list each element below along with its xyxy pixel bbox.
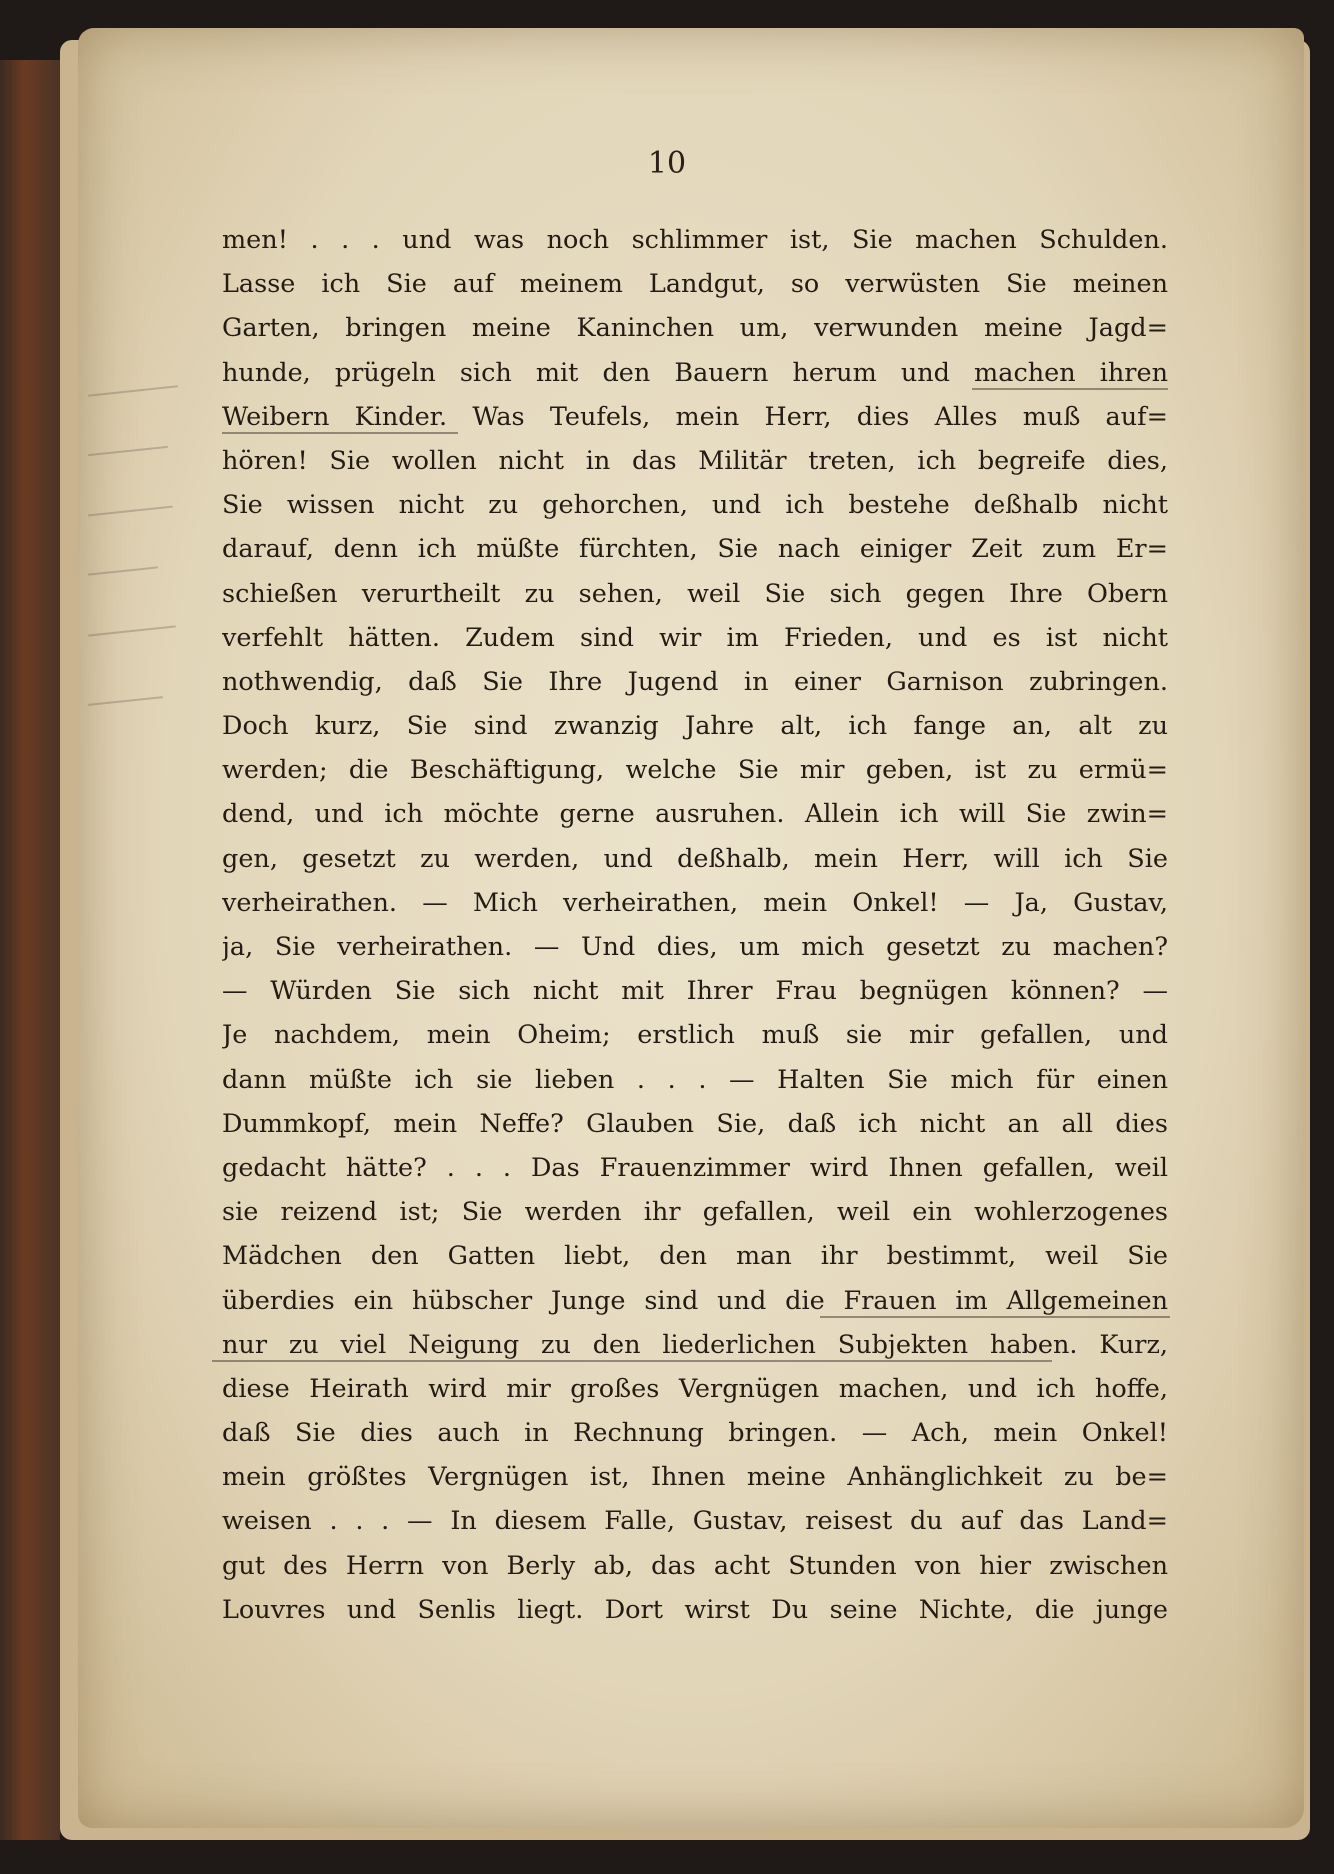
text-line: hunde, prügeln sich mit den Bauern herum und machen ihren — [222, 357, 1168, 388]
text-line: schießen verurtheilt zu sehen, weil Sie sich gegen Ihre Obern — [222, 578, 1168, 609]
text-line: nothwendig, daß Sie Ihre Jugend in einer Garnison zubringen. — [222, 666, 1168, 697]
pencil-underline — [212, 1360, 1052, 1362]
text-line: Louvres und Senlis liegt. Dort wirst Du seine Nichte, die junge — [222, 1594, 1168, 1625]
text-line: Mädchen den Gatten liebt, den man ihr bestimmt, weil Sie — [222, 1241, 1168, 1272]
text-line: dend, und ich möchte gerne ausruhen. Allein ich will Sie zwin= — [222, 799, 1168, 830]
text-line: Sie wissen nicht zu gehorchen, und ich bestehe deßhalb nicht — [222, 490, 1168, 521]
text-line: Je nachdem, mein Oheim; erstlich muß sie mir gefallen, und — [222, 1020, 1168, 1051]
text-line: diese Heirath wird mir großes Vergnügen machen, und ich hoffe, — [222, 1373, 1168, 1404]
text-line: darauf, denn ich müßte fürchten, Sie nach einiger Zeit zum Er= — [222, 534, 1168, 565]
text-line: — Würden Sie sich nicht mit Ihrer Frau begnügen können? — — [222, 976, 1168, 1007]
pencil-underline — [222, 432, 458, 434]
text-line: dann müßte ich sie lieben . . . — Halten Sie mich für einen — [222, 1064, 1168, 1095]
text-line: daß Sie dies auch in Rechnung bringen. — Ach, mein Onkel! — [222, 1418, 1168, 1449]
text-line: verfehlt hätten. Zudem sind wir im Frieden, und es ist nicht — [222, 622, 1168, 653]
text-line: ja, Sie verheirathen. — Und dies, um mich gesetzt zu machen? — [222, 932, 1168, 962]
text-line: Dummkopf, mein Neffe? Glauben Sie, daß ich nicht an all dies — [222, 1108, 1168, 1139]
text-line: sie reizend ist; Sie werden ihr gefallen, weil ein wohlerzogenes — [222, 1197, 1168, 1228]
text-line: nur zu viel Neigung zu den liederlichen Subjekten haben. Kurz, — [222, 1329, 1168, 1360]
text-line: weisen . . . — In diesem Falle, Gustav, reisest du auf das Land= — [222, 1506, 1168, 1537]
text-line: überdies ein hübscher Junge sind und die Frauen im Allgemeinen — [222, 1285, 1168, 1316]
book-spine — [0, 60, 60, 1840]
text-line: verheirathen. — Mich verheirathen, mein Onkel! — Ja, Gustav, — [222, 887, 1168, 918]
pencil-underline — [972, 388, 1168, 390]
text-line: hören! Sie wollen nicht in das Militär treten, ich begreife dies, — [222, 445, 1168, 476]
text-line: Lasse ich Sie auf meinem Landgut, so verwüsten Sie meinen — [222, 269, 1168, 300]
pencil-margin-notes — [88, 380, 198, 760]
page-number: 10 — [647, 146, 687, 181]
text-line: werden; die Beschäftigung, welche Sie mir geben, ist zu ermü= — [222, 755, 1168, 786]
text-line: Weibern Kinder. Was Teufels, mein Herr, dies Alles muß auf= — [222, 401, 1168, 432]
text-line: Garten, bringen meine Kaninchen um, verwunden meine Jagd= — [222, 313, 1168, 344]
text-line: gut des Herrn von Berly ab, das acht Stunden von hier zwischen — [222, 1550, 1168, 1581]
text-line: men! . . . und was noch schlimmer ist, Sie machen Schulden. — [222, 225, 1168, 255]
text-line: mein größtes Vergnügen ist, Ihnen meine Anhänglichkeit zu be= — [222, 1462, 1168, 1493]
text-line: Doch kurz, Sie sind zwanzig Jahre alt, ich fange an, alt zu — [222, 711, 1168, 742]
text-line: gedacht hätte? . . . Das Frauenzimmer wird Ihnen gefallen, weil — [222, 1152, 1168, 1183]
pencil-underline — [820, 1316, 1170, 1318]
body-text — [222, 218, 1168, 1632]
text-line: gen, gesetzt zu werden, und deßhalb, mein Herr, will ich Sie — [222, 843, 1168, 874]
